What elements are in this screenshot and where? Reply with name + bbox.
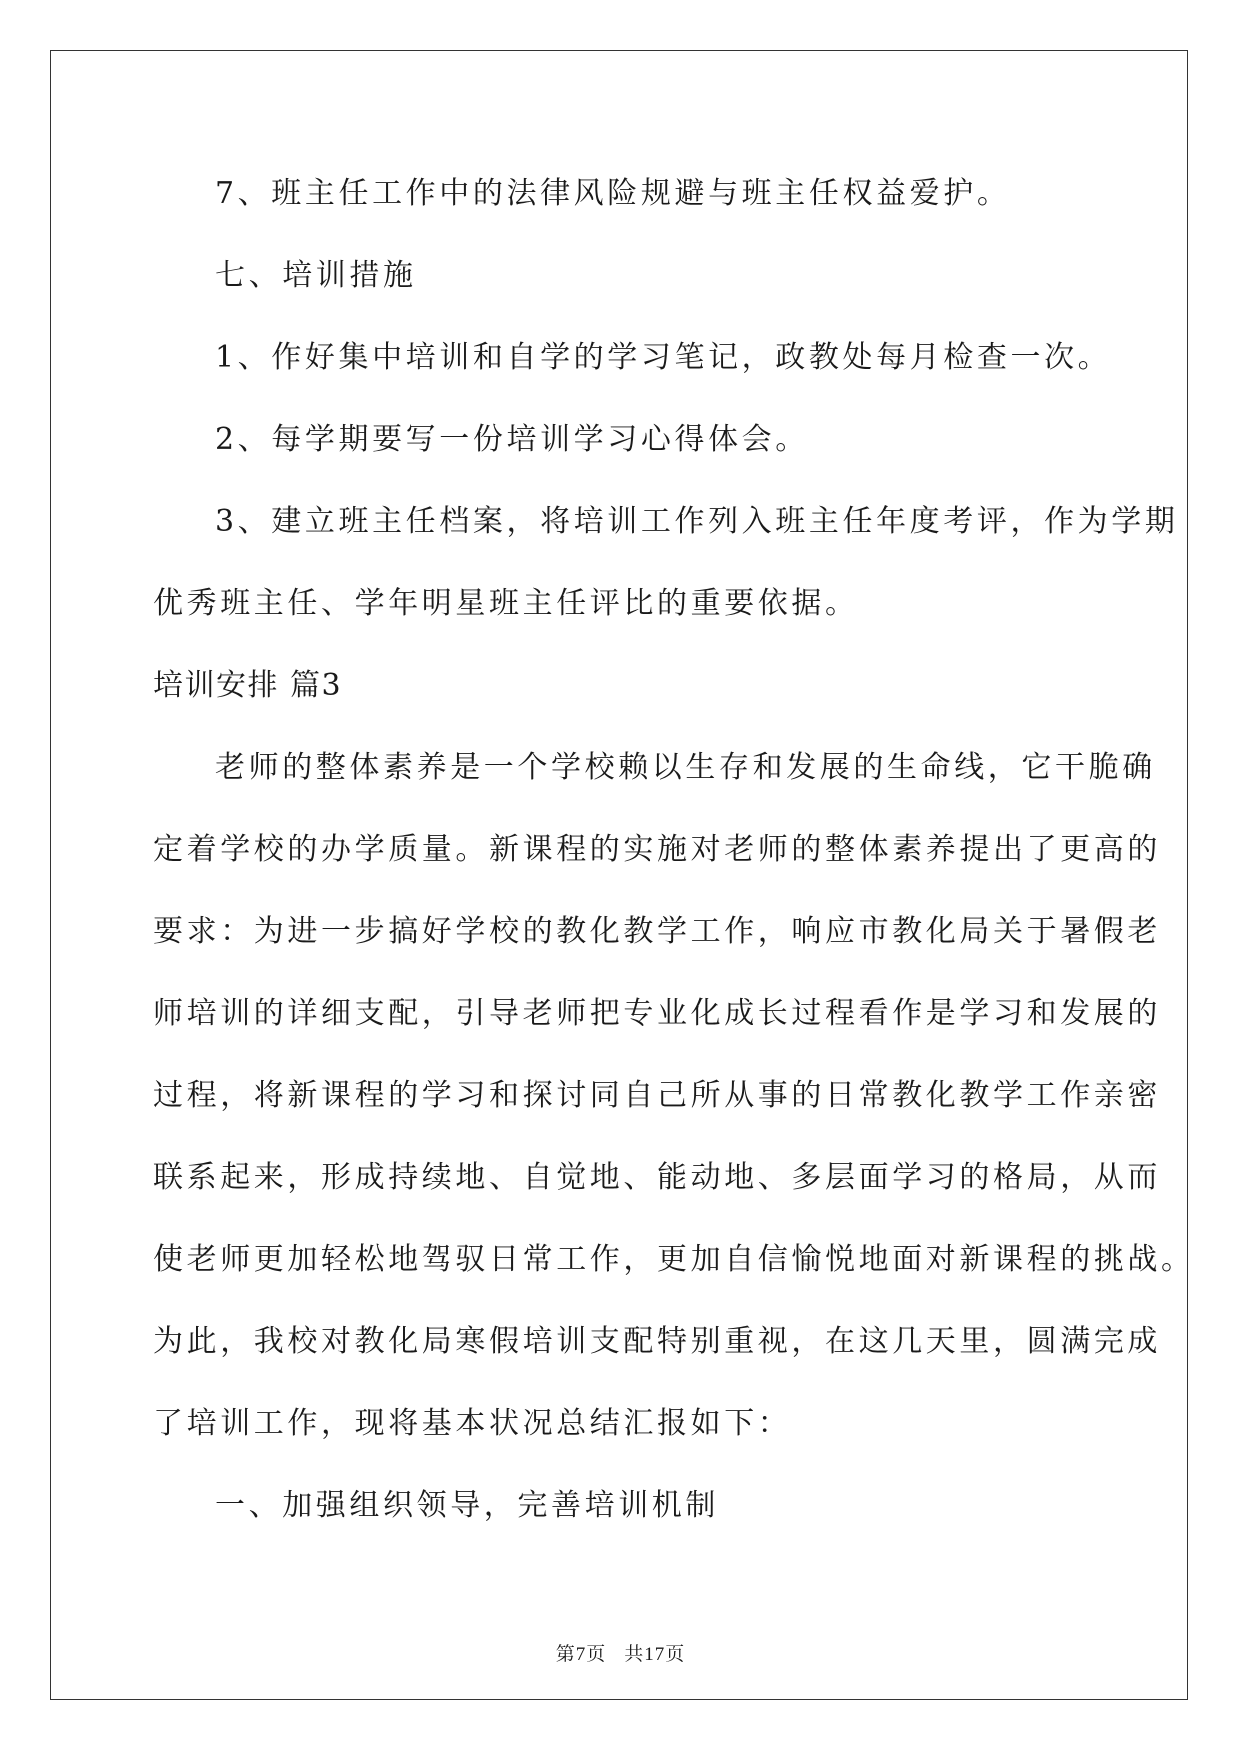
text-line: 过程，将新课程的学习和探讨同自己所从事的日常教化教学工作亲密 <box>153 1078 1161 1113</box>
list-item: 1、作好集中培训和自学的学习笔记，政教处每月检查一次。 <box>215 340 1112 375</box>
text-line: 联系起来，形成持续地、自觉地、能动地、多层面学习的格局，从而 <box>153 1160 1161 1195</box>
list-item: 7、班主任工作中的法律风险规避与班主任权益爱护。 <box>215 176 1011 211</box>
page-number: 第7页 <box>555 1644 607 1665</box>
text-line: 优秀班主任、学年明星班主任评比的重要依据。 <box>153 586 859 621</box>
text-line: 师培训的详细支配，引导老师把专业化成长过程看作是学习和发展的 <box>153 996 1161 1031</box>
page-footer <box>0 1643 1241 1667</box>
text-line: 使老师更加轻松地驾驭日常工作，更加自信愉悦地面对新课程的挑战。 <box>153 1242 1195 1277</box>
text-line: 老师的整体素养是一个学校赖以生存和发展的生命线，它干脆确 <box>215 750 1156 785</box>
list-item: 2、每学期要写一份培训学习心得体会。 <box>215 422 809 457</box>
text-line: 为此，我校对教化局寒假培训支配特别重视，在这几天里，圆满完成 <box>153 1324 1161 1359</box>
list-item: 3、建立班主任档案，将培训工作列入班主任年度考评，作为学期 <box>215 504 1179 539</box>
page-total: 共17页 <box>624 1644 686 1665</box>
text-line: 了培训工作，现将基本状况总结汇报如下： <box>153 1406 792 1441</box>
section-heading: 一、加强组织领导，完善培训机制 <box>215 1488 719 1523</box>
page-border <box>50 50 1188 1700</box>
text-line: 要求：为进一步搞好学校的教化教学工作，响应市教化局关于暑假老 <box>153 914 1161 949</box>
section-heading: 七、培训措施 <box>215 258 417 293</box>
text-line: 定着学校的办学质量。新课程的实施对老师的整体素养提出了更高的 <box>153 832 1161 867</box>
article-title: 培训安排 篇3 <box>153 668 343 703</box>
